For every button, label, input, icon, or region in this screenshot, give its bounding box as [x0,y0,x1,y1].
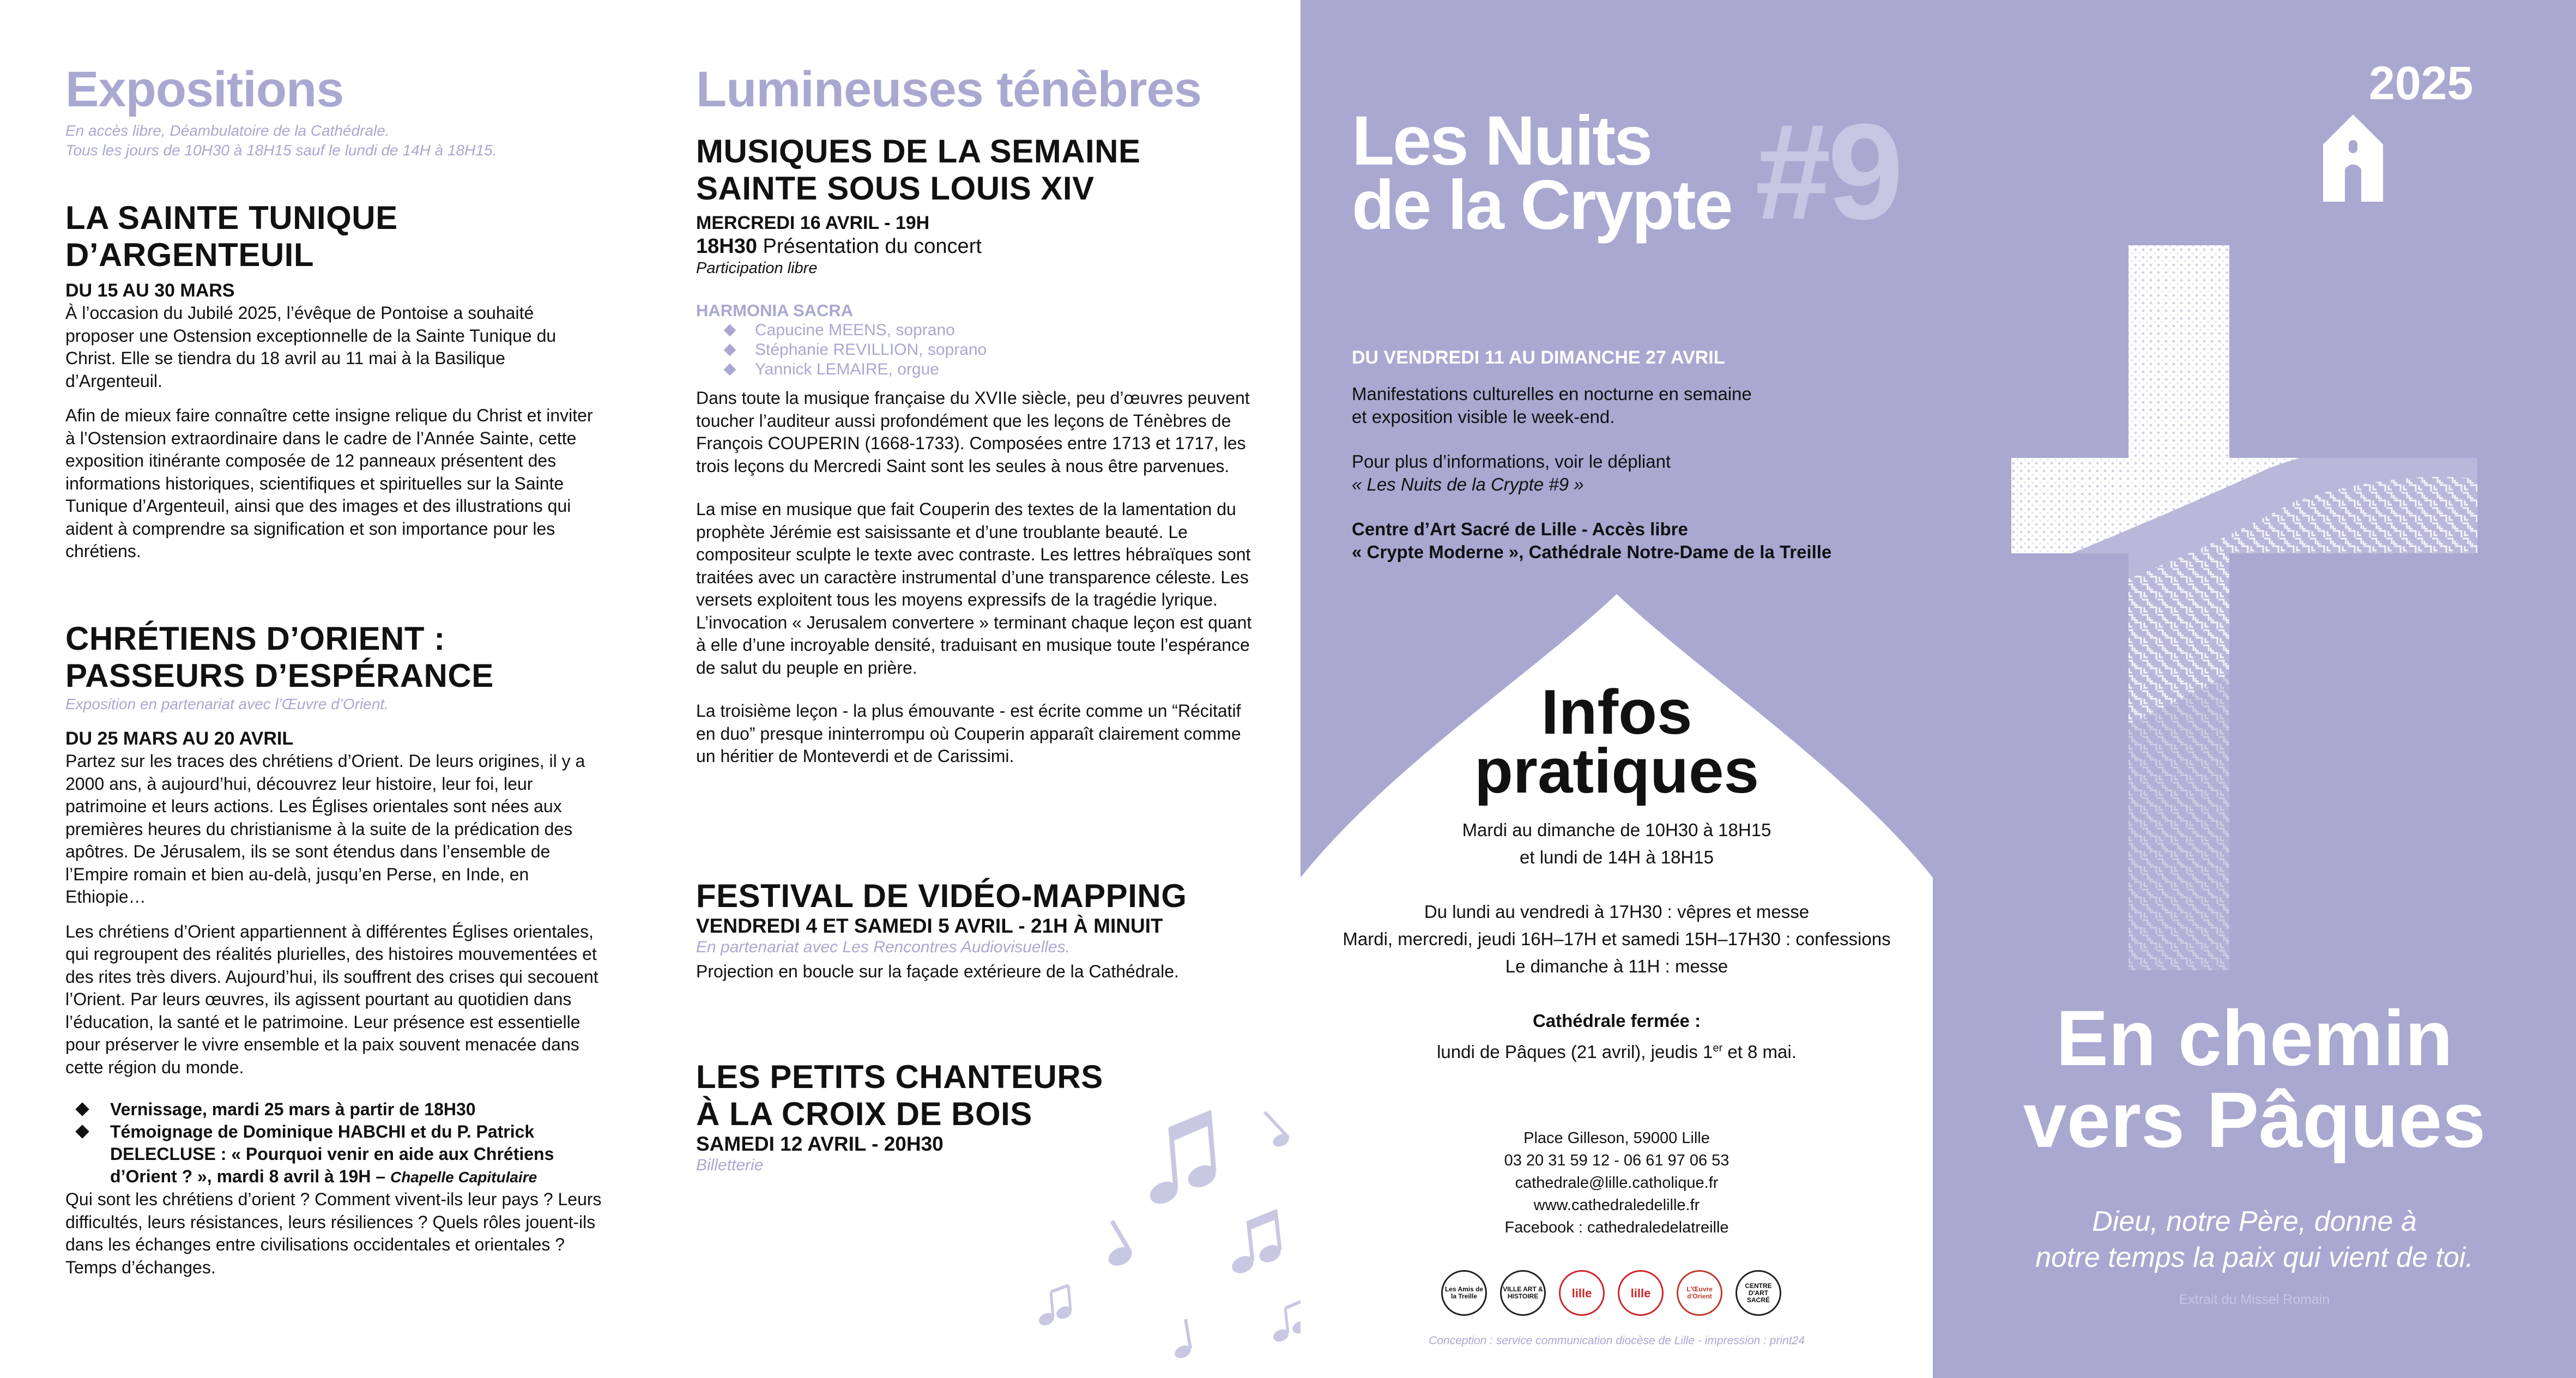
phone-numbers: 03 20 31 59 12 - 06 61 97 06 53 [1504,1152,1730,1169]
video-date: VENDREDI 4 ET SAMEDI 5 AVRIL - 21H À MINUIT [696,915,1163,937]
performer-item: Stéphanie REVILLION, soprano [696,340,1263,360]
cover-title: En chemin vers Pâques [2023,994,2486,1164]
musiques-participation: Participation libre [696,259,818,277]
logo-oeuvre-orient: L'Œuvre d'Orient [1677,1270,1722,1316]
ensemble-name: HARMONIA SACRA [696,301,854,320]
music-notes-icon [1025,1096,1330,1368]
video-text: Projection en boucle sur la façade extérieure de la Cathédrale. [696,962,1179,981]
closed-title: Cathédrale fermée : [1532,1011,1701,1031]
logo-lille-1: lille [1559,1270,1605,1316]
musiques-time: 18H30 Présentation du concert [696,235,982,258]
video-partner: En partenariat avec Les Rencontres Audiovisuelles. [696,938,1070,956]
orient-section [65,620,605,1279]
logo-amis-treille: Les Amis de la Treille [1441,1270,1487,1316]
orient-dates: DU 25 MARS AU 20 AVRIL [65,728,294,749]
orient-partner: Exposition en partenariat avec l’Œuvre d’Orient. [65,696,389,712]
closed-dates: lundi de Pâques (21 avril), jeudis 1er et 8 mai. [1437,1042,1797,1062]
lumineuses-heading: Lumineuses ténèbres [696,62,1201,117]
orient-text: Partez sur les traces des chrétiens d’Orient. De leurs origines, il y a 2000 ans, à aujourd’hui, découvrez leur histoire, leur foi, leur patrimoine et leurs actions. Les Églises orientales sont nées aux premières heures du christianisme à la suite de la prédication des apôtres. De Jérusalem, ils se sont étendus dans l’ensemble de l’Empire romain et bien au-delà, jusqu’en Perse, en Inde, en Ethiopie… Les chrétiens d’Orient appartiennent à différentes Églises orientales, qui regroupent des réalités plurielles, des histoires mouvementées et des rites très divers. Aujourd’hui, ils souffrent des crises qui secouent l’Orient. Par leurs œuvres, ils agissent pourtant au quotidien dans l’éducation, la santé et le patrimoine. Leur présence est essentielle pour préserver le vivre ensemble et la paix souvent menacée dans cette région du monde. [65,751,598,1077]
musiques-date: MERCREDI 16 AVRIL - 19H [696,213,930,233]
expositions-intro: En accès libre, Déambulatoire de la Cathédrale. Tous les jours de 10H30 à 18H15 sauf le lundi de 14H à 18H15. [65,122,497,159]
website-link[interactable]: www.cathedraledelille.fr [1533,1196,1700,1214]
performer-item: Capucine MEENS, soprano [696,321,1263,340]
orient-events [65,1098,605,1188]
tunique-section [65,200,600,575]
tunique-text: À l’occasion du Jubilé 2025, l’évêque de Pontoise a souhaité proposer une Ostension exceptionnelle de la Sainte Tunique du Christ. Elle se tiendra du 18 avril au 11 mai à la Basilique d’Argenteuil. Afin de mieux faire connaître cette insigne relique du Christ et inviter à l’Ostension extraordinaire dans le cadre de l’Année Sainte, cette exposition itinérante composée de 12 panneaux présentent des informations historiques, scientifiques et spirituelles sur la Sainte Tunique d’Argenteuil, ainsi que des images et des illustrations qui aident à comprendre sa signification et son importance pour les chrétiens. [65,303,593,561]
event-vernissage: Vernissage, mardi 25 mars à partir de 18H30 [65,1098,605,1121]
chanteurs-title: LES PETITS CHANTEURS À LA CROIX DE BOIS [696,1059,1103,1132]
logo-centre-art-sacre: CENTRE D'ART SACRÉ [1736,1270,1781,1316]
infos-title: Infos pratiques [1474,676,1759,806]
performer-item: Yannick LEMAIRE, orgue [696,360,1263,379]
video-title: FESTIVAL DE VIDÉO-MAPPING [696,878,1187,914]
musiques-title: MUSIQUES DE LA SEMAINE SAINTE SOUS LOUIS XIV [696,133,1141,207]
credits: Conception : service communication diocèse de Lille - impression : print24 [1429,1334,1805,1347]
opening-hours: Mardi au dimanche de 10H30 à 18H15 et lundi de 14H à 18H15 [1462,820,1771,867]
cross-icon [2011,240,2486,976]
event-temoignage: Témoignage de Dominique HABCHI et du P. Patrick DELECLUSE : « Pourquoi venir en aide aux Chrétiens d’Orient ? », mardi 8 avril à 19H – Chapelle Capitulaire [65,1121,605,1188]
chanteurs-date: SAMEDI 12 AVRIL - 20H30 [696,1133,944,1155]
tunique-title: LA SAINTE TUNIQUE D’ARGENTEUIL [65,200,398,273]
cover-quote: Dieu, notre Père, donne à notre temps la paix qui vient de toi. [2035,1206,2474,1273]
address: Place Gilleson, 59000 Lille [1523,1129,1710,1147]
logo-ville-art-histoire: VILLE ART & HISTOIRE [1500,1270,1546,1316]
chanteurs-ticket: Billetterie [696,1156,764,1174]
chapel-icon [2318,112,2388,204]
contact-block [1301,1127,1933,1239]
musiques-section [696,133,1263,780]
video-section [696,878,1274,983]
quote-source: Extrait du Missel Romain [2179,1292,2330,1307]
email-link[interactable]: cathedrale@lille.catholique.fr [1515,1174,1719,1192]
edition-number: #9 [1755,95,1901,247]
tunique-dates: DU 15 AU 30 MARS [65,280,235,301]
year: 2025 [2369,57,2474,110]
orient-questions: Qui sont les chrétiens d’orient ? Comment vivent-ils leur pays ? Leurs difficultés, leurs résistances, leurs résiliences ? Quels rôles jouent-ils dans les échanges entre civilisations occidentales et orientales ? Temps d’échanges. [65,1189,602,1277]
performers-list [696,321,1263,379]
nuits-dates: DU VENDREDI 11 AU DIMANCHE 27 AVRIL [1352,347,1725,368]
musiques-text: Dans toute la musique française du XVIIe siècle, peu d’œuvres peuvent toucher l’auditeur aussi profondément que les leçons de Ténèbres de François COUPERIN (1668-1733). Composées entre 1713 et 1717, les trois leçons du Mercredi Saint sont les seules à nous être parvenues. La mise en musique que fait Couperin des textes de la lamentation du prophète Jérémie est saisissante et d’une troublante beauté. Le compositeur sculpte le texte avec contraste. Les lettres hébraïques sont traitées avec un caractère instrumental d’une transparence céleste. Les versets exploitent tous les moyens expressifs de la tragédie lyrique. L’invocation « Jerusalem convertere » terminant chaque leçon est quant à elle d’une incroyable densité, traduisant en musique toute l’espérance de salut du peuple en prière. La troisième leçon - la plus émouvante - est écrite comme un “Récitatif en duo” presque ininterrompu où Couperin apparaît clairement comme un héritier de Monteverdi et de Carissimi. [696,388,1252,766]
facebook-link[interactable]: Facebook : cathedraledelatreille [1504,1219,1729,1236]
orient-title: CHRÉTIENS D’ORIENT : PASSEURS D’ESPÉRANCE [65,620,494,694]
infos-details [1301,817,1933,1066]
logo-lille-2: lille [1618,1270,1664,1316]
nuits-description: Manifestations culturelles en nocturne en semaine et exposition visible le week-end. Pour plus d’informations, voir le dépliant « Les Nuits de la Crypte #9 » Centre d’Art Sacré de Lille - Accès libre « Crypte Moderne », Cathédrale Notre-Dame de la Treille [1352,384,1832,562]
expositions-heading: Expositions [65,62,344,117]
offices-schedule: Du lundi au vendredi à 17H30 : vêpres et messe Mardi, mercredi, jeudi 16H–17H et samedi 15H–17H30 : confessions Le dimanche à 11H : messe [1343,902,1891,976]
nuits-title: Les Nuits de la Crypte [1352,102,1732,244]
